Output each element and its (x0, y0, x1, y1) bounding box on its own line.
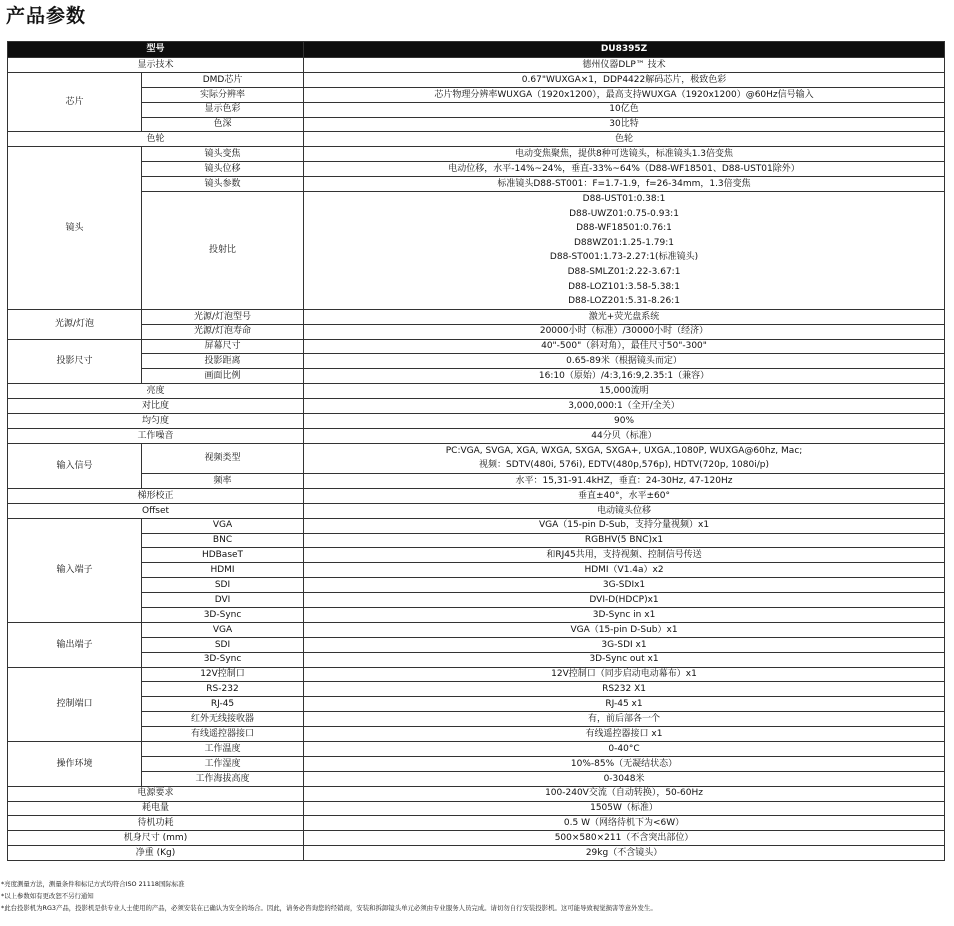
spec-sub-label: 实际分辨率 (142, 87, 304, 102)
spec-value: 有线遥控器接口 x1 (304, 727, 945, 742)
spec-value-line: 视频：SDTV(480i, 576i), EDTV(480p,576p), HDTV(720p, 1080i/p) (479, 460, 769, 471)
model-label: 型号 (8, 42, 304, 58)
spec-group-label: 控制端口 (8, 667, 142, 741)
spec-value: 1505W（标准） (304, 801, 945, 816)
spec-value: 芯片物理分辨率WUXGA（1920x1200），最高支持WUXGA（1920x1200）@60Hz信号输入 (304, 87, 945, 102)
spec-sub-label: HDMI (142, 563, 304, 578)
spec-value-line: D88-LOZ201:5.31-8.26:1 (568, 296, 680, 307)
footnote: *以上参数如有更改恕不另行通知 (1, 892, 94, 900)
spec-value: 3D-Sync out x1 (304, 652, 945, 667)
spec-value: 90% (304, 414, 945, 429)
spec-sub-label: 3D-Sync (142, 652, 304, 667)
model-value: DU8395Z (304, 42, 945, 58)
table-row (8, 801, 945, 816)
spec-sub-label: 镜头位移 (142, 162, 304, 177)
spec-sub-label: DMD芯片 (142, 72, 304, 87)
spec-sub-label: BNC (142, 533, 304, 548)
spec-value: VGA（15-pin D-Sub，支持分量视频）x1 (304, 518, 945, 533)
spec-sub-label: 投影距离 (142, 354, 304, 369)
spec-group-label: 输出端子 (8, 622, 142, 667)
spec-value-line: D88-WF18501:0.76:1 (576, 223, 672, 234)
table-row (8, 192, 945, 310)
table-row (8, 518, 945, 533)
table-row (8, 548, 945, 563)
table-row (8, 309, 945, 324)
spec-value: 16:10（原始）/4:3,16:9,2.35:1（兼容） (304, 369, 945, 384)
spec-sub-label: RJ-45 (142, 697, 304, 712)
spec-sub-label: 光源/灯泡型号 (142, 309, 304, 324)
table-row (8, 682, 945, 697)
spec-value: 标准镜头D88-ST001：F=1.7-1.9，f=26-34mm，1.3倍变焦 (304, 177, 945, 192)
page-title: 产品参数 (6, 5, 87, 27)
spec-value: 3,000,000:1（全开/全关） (304, 399, 945, 414)
spec-sub-label: 画面比例 (142, 369, 304, 384)
spec-value: 29kg（不含镜头） (304, 846, 945, 861)
spec-value-line: D88WZ01:1.25-1.79:1 (574, 237, 675, 248)
spec-value: 激光+荧光盘系统 (304, 309, 945, 324)
table-row (8, 831, 945, 846)
spec-group-label: 输入信号 (8, 443, 142, 488)
table-row (8, 132, 945, 147)
spec-sub-label: 工作湿度 (142, 756, 304, 771)
table-row (8, 414, 945, 429)
spec-label: Offset (8, 503, 304, 518)
table-row (8, 102, 945, 117)
table-row (8, 667, 945, 682)
spec-value: 0.5 W（网络待机下为<6W） (304, 816, 945, 831)
spec-label: 耗电量 (8, 801, 304, 816)
spec-value: 0-40°C (304, 742, 945, 757)
table-row (8, 162, 945, 177)
spec-group-label: 镜头 (8, 147, 142, 309)
spec-label: 梯形校正 (8, 488, 304, 503)
spec-sub-label: DVI (142, 593, 304, 608)
table-row (8, 503, 945, 518)
table-row (8, 354, 945, 369)
table-row (8, 384, 945, 399)
table-row (8, 816, 945, 831)
table-row (8, 443, 945, 473)
spec-value (304, 192, 945, 310)
spec-value: VGA（15-pin D-Sub）x1 (304, 622, 945, 637)
table-row (8, 593, 945, 608)
table-row (8, 652, 945, 667)
table-row (8, 771, 945, 786)
table-row (8, 87, 945, 102)
spec-value: 电动位移，水平-14%~24%，垂直-33%~64%（D88-WF18501、D88-UST01除外） (304, 162, 945, 177)
spec-value-line: D88-LOZ101:3.58-5.38:1 (568, 281, 680, 292)
table-row (8, 324, 945, 339)
spec-group-label: 投影尺寸 (8, 339, 142, 384)
spec-value (304, 443, 945, 473)
spec-value: 色轮 (304, 132, 945, 147)
spec-sub-label: 视频类型 (142, 443, 304, 473)
spec-value: 3G-SDI x1 (304, 637, 945, 652)
spec-value: 德州仪器DLP™ 技术 (304, 58, 945, 73)
spec-value: 0.67"WUXGA×1，DDP4422解码芯片，极致色彩 (304, 72, 945, 87)
spec-sub-label: 频率 (142, 473, 304, 488)
spec-value: 12V控制口（同步启动电动幕布）x1 (304, 667, 945, 682)
spec-sub-label: 镜头变焦 (142, 147, 304, 162)
table-row (8, 697, 945, 712)
spec-sub-label: 红外无线接收器 (142, 712, 304, 727)
spec-value: DVI-D(HDCP)x1 (304, 593, 945, 608)
spec-value: 100-240V交流（自动转换），50-60Hz (304, 786, 945, 801)
spec-sub-label: 工作海拔高度 (142, 771, 304, 786)
table-row (8, 533, 945, 548)
spec-value: 垂直±40°，水平±60° (304, 488, 945, 503)
table-row (8, 727, 945, 742)
spec-value: HDMI（V1.4a）x2 (304, 563, 945, 578)
spec-table (7, 41, 945, 861)
table-header-row (8, 42, 945, 58)
spec-value: 0.65-89米（根据镜头而定） (304, 354, 945, 369)
spec-label: 亮度 (8, 384, 304, 399)
table-row (8, 742, 945, 757)
footnote: *亮度测量方法，测量条件和标记方式均符合ISO 21118国际标准 (1, 880, 185, 888)
spec-value: 10%-85%（无凝结状态） (304, 756, 945, 771)
spec-value: 500×580×211（不含突出部位） (304, 831, 945, 846)
table-row (8, 637, 945, 652)
spec-label: 待机功耗 (8, 816, 304, 831)
spec-value: RGBHV(5 BNC)x1 (304, 533, 945, 548)
spec-group-label: 输入端子 (8, 518, 142, 622)
spec-label: 对比度 (8, 399, 304, 414)
table-row (8, 488, 945, 503)
spec-label: 工作噪音 (8, 428, 304, 443)
spec-label: 显示技术 (8, 58, 304, 73)
spec-sub-label: 12V控制口 (142, 667, 304, 682)
table-row (8, 607, 945, 622)
spec-sub-label: 显示色彩 (142, 102, 304, 117)
spec-sub-label: 有线遥控器接口 (142, 727, 304, 742)
spec-value: 0-3048米 (304, 771, 945, 786)
spec-value-line: D88-UST01:0.38:1 (582, 194, 666, 205)
spec-value: 30比特 (304, 117, 945, 132)
spec-label: 机身尺寸 (mm) (8, 831, 304, 846)
spec-sub-label: 工作温度 (142, 742, 304, 757)
spec-sub-label: HDBaseT (142, 548, 304, 563)
spec-value: RJ-45 x1 (304, 697, 945, 712)
spec-value: 和RJ45共用，支持视频、控制信号传送 (304, 548, 945, 563)
spec-sub-label: RS-232 (142, 682, 304, 697)
table-row (8, 72, 945, 87)
table-row (8, 622, 945, 637)
spec-value: 有，前后部各一个 (304, 712, 945, 727)
spec-value: 15,000流明 (304, 384, 945, 399)
spec-sub-label: 3D-Sync (142, 607, 304, 622)
spec-value: 3G-SDIx1 (304, 578, 945, 593)
spec-label: 色轮 (8, 132, 304, 147)
spec-label: 均匀度 (8, 414, 304, 429)
footnote: *此台投影机为RG3产品，投影机是供专业人士使用的产品，必须安装在已确认为安全的场合。因此，请务必咨询您的经销商，安装和拆卸镜头单元必须由专业服务人员完成。请切勿自行安装投影机。这可能导致视觉损害等意外发生。 (1, 904, 657, 912)
spec-sub-label: 光源/灯泡寿命 (142, 324, 304, 339)
spec-label: 净重 (Kg) (8, 846, 304, 861)
table-row (8, 369, 945, 384)
table-row (8, 147, 945, 162)
spec-group-label: 操作环境 (8, 742, 142, 787)
table-row (8, 473, 945, 488)
table-row (8, 428, 945, 443)
spec-body (8, 58, 945, 861)
spec-value-line: D88-ST001:1.73-2.27:1(标准镜头) (549, 252, 699, 263)
table-row (8, 339, 945, 354)
spec-sub-label: 镜头参数 (142, 177, 304, 192)
spec-value: 20000小时（标准）/30000小时（经济） (304, 324, 945, 339)
table-row (8, 399, 945, 414)
spec-sub-label: 投射比 (142, 192, 304, 310)
spec-value: 44分贝（标准） (304, 428, 945, 443)
footnotes (1, 878, 941, 914)
spec-value-line: PC:VGA, SVGA, XGA, WXGA, SXGA, SXGA+, UXGA.,1080P, WUXGA@60hz, Mac; (445, 445, 803, 456)
spec-value: RS232 X1 (304, 682, 945, 697)
spec-sub-label: 屏幕尺寸 (142, 339, 304, 354)
spec-label: 电源要求 (8, 786, 304, 801)
spec-value: 水平：15,31-91.4kHZ，垂直：24-30Hz, 47-120Hz (304, 473, 945, 488)
spec-group-label: 光源/灯泡 (8, 309, 142, 339)
table-row (8, 563, 945, 578)
spec-sub-label: VGA (142, 518, 304, 533)
spec-value: 40"-500"（斜对角），最佳尺寸50"-300" (304, 339, 945, 354)
table-row (8, 756, 945, 771)
table-row (8, 177, 945, 192)
spec-sub-label: SDI (142, 578, 304, 593)
table-row (8, 846, 945, 861)
table-row (8, 58, 945, 73)
spec-value: 10亿色 (304, 102, 945, 117)
table-row (8, 117, 945, 132)
spec-value-line: D88-SMLZ01:2.22-3.67:1 (567, 266, 681, 277)
spec-value: 电动镜头位移 (304, 503, 945, 518)
table-row (8, 712, 945, 727)
spec-group-label: 芯片 (8, 72, 142, 132)
spec-value: 3D-Sync in x1 (304, 607, 945, 622)
spec-sub-label: VGA (142, 622, 304, 637)
spec-sub-label: 色深 (142, 117, 304, 132)
table-row (8, 578, 945, 593)
table-row (8, 786, 945, 801)
spec-value: 电动变焦聚焦，提供8种可选镜头，标准镜头1.3倍变焦 (304, 147, 945, 162)
spec-value-line: D88-UWZ01:0.75-0.93:1 (569, 208, 679, 219)
spec-sub-label: SDI (142, 637, 304, 652)
